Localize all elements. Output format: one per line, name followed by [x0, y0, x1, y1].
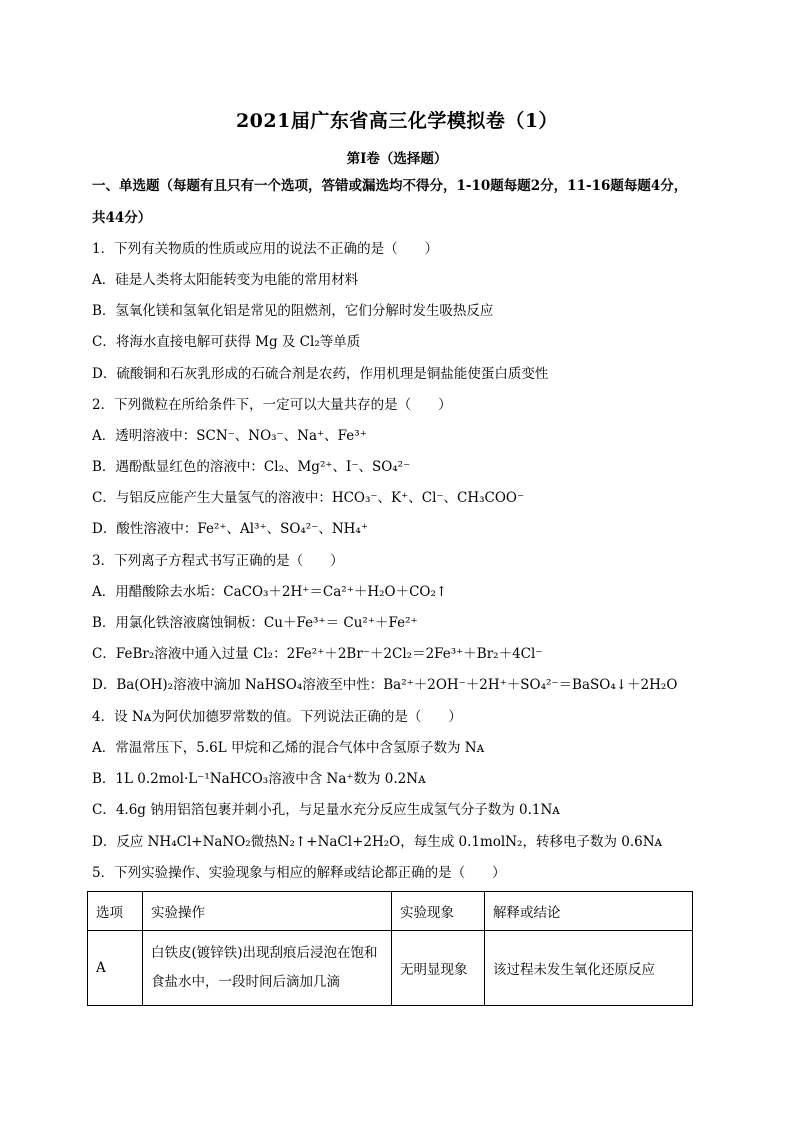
q4-option-a: A．常温常压下，5.6L 甲烷和乙烯的混合气体中含氢原子数为 Nᴀ: [92, 740, 485, 756]
q1-option-d: D．硫酸铜和石灰乳形成的石硫合剂是农药，作用机理是铜盐能使蛋白质变性: [92, 366, 549, 382]
q3-option-b: B．用氯化铁溶液腐蚀铜板：Cu＋Fe³⁺＝ Cu²⁺＋Fe²⁺: [92, 615, 418, 631]
row-option: A: [88, 931, 143, 1006]
section-subtitle: 第I卷（选择题）: [346, 151, 448, 167]
q3-option-d: D．Ba(OH)₂溶液中滴加 NaHSO₄溶液至中性：Ba²⁺＋2OH⁻＋2H⁺＋SO₄²⁻＝BaSO₄↓＋2H₂O: [92, 677, 678, 693]
q2-option-b: B．遇酚酞显红色的溶液中：Cl₂、Mg²⁺、I⁻、SO₄²⁻: [92, 459, 411, 475]
q1-option-a: A．硅是人类将太阳能转变为电能的常用材料: [92, 272, 359, 288]
q1-option-c: C．将海水直接电解可获得 Mg 及 Cl₂等单质: [92, 334, 361, 350]
table-header-phenomenon: 实验现象: [392, 892, 485, 931]
q3-option-a: A．用醋酸除去水垢：CaCO₃＋2H⁺＝Ca²⁺＋H₂O＋CO₂↑: [92, 584, 448, 600]
q4-option-c: C．4.6g 钠用铝箔包裹并刺小孔，与足量水充分反应生成氢气分子数为 0.1Nᴀ: [92, 802, 560, 818]
q5-table-header-row: [88, 892, 693, 931]
q2-option-c: C．与铝反应能产生大量氢气的溶液中：HCO₃⁻、K⁺、Cl⁻、CH₃COO⁻: [92, 490, 525, 506]
q2-option-a: A．透明溶液中：SCN⁻、NO₃⁻、Na⁺、Fe³⁺: [92, 428, 367, 444]
q2-stem: 2．下列微粒在所给条件下，一定可以大量共存的是（ ）: [92, 397, 452, 413]
q1-option-b: B．氢氧化镁和氢氧化铝是常见的阻燃剂，它们分解时发生吸热反应: [92, 303, 494, 319]
q1-stem: 1．下列有关物质的性质或应用的说法不正确的是（ ）: [92, 241, 439, 257]
row-operation-line-2: 食盐水中，一段时间后滴加几滴: [151, 974, 340, 990]
q5-table: [87, 891, 693, 1006]
q5-stem: 5．下列实验操作、实验现象与相应的解释或结论都正确的是（ ）: [92, 865, 506, 881]
q4-option-b: B．1L 0.2mol·L⁻¹NaHCO₃溶液中含 Na⁺数为 0.2Nᴀ: [92, 771, 426, 787]
table-header-conclusion: 解释或结论: [485, 892, 693, 931]
q3-stem: 3．下列离子方程式书写正确的是（ ）: [92, 553, 344, 569]
row-operation: [143, 931, 392, 1006]
table-header-option: 选项: [88, 892, 143, 931]
table-header-operation: 实验操作: [143, 892, 392, 931]
row-operation-line-1: 白铁皮(镀锌铁)出现刮痕后浸泡在饱和: [151, 945, 378, 961]
q3-option-c: C．FeBr₂溶液中通入过量 Cl₂：2Fe²⁺＋2Br⁻＋2Cl₂＝2Fe³⁺＋Br₂＋4Cl⁻: [92, 646, 543, 662]
q4-stem: 4．设 Nᴀ为阿伏加德罗常数的值。下列说法正确的是（ ）: [92, 709, 462, 725]
row-phenomenon: 无明显现象: [392, 931, 485, 1006]
table-row: [88, 931, 693, 1006]
section-heading-line-1: 一、单选题（每题有且只有一个选项，答错或漏选均不得分，1-10题每题2分，11-16题每题4分，: [92, 178, 688, 194]
page-title: 2021届广东省高三化学模拟卷（1）: [235, 110, 559, 132]
section-heading-line-2: 共44分）: [92, 210, 152, 226]
row-conclusion: 该过程未发生氧化还原反应: [485, 931, 693, 1006]
q4-option-d: D．反应 NH₄Cl+NaNO₂微热N₂↑+NaCl+2H₂O，每生成 0.1molN₂，转移电子数为 0.6Nᴀ: [92, 834, 663, 850]
q2-option-d: D．酸性溶液中：Fe²⁺、Al³⁺、SO₄²⁻、NH₄⁺: [92, 521, 368, 537]
